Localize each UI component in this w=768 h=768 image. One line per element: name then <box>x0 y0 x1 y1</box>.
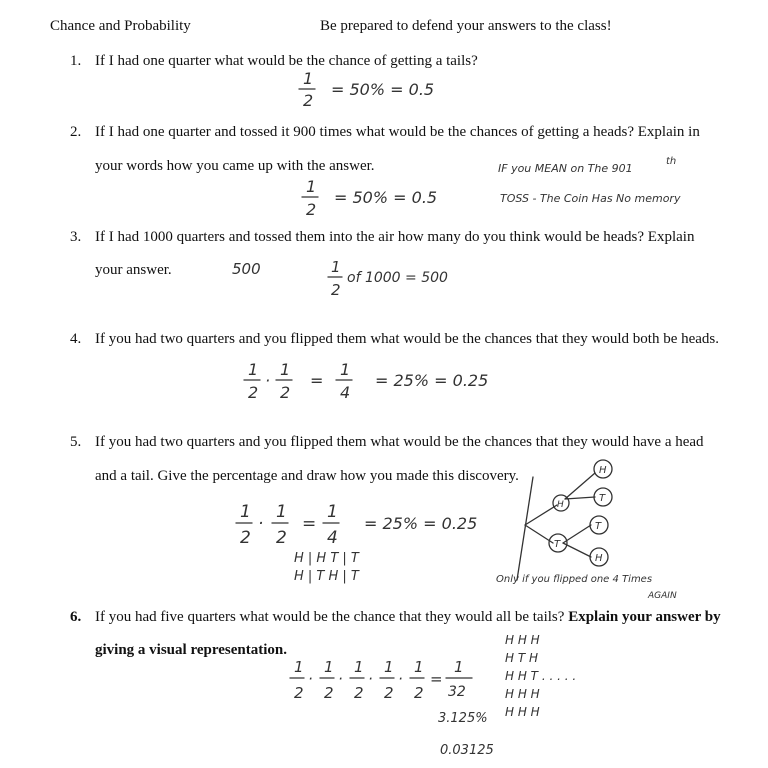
svg-text:H H H: H H H <box>505 705 540 719</box>
svg-text:H H H: H H H <box>505 687 540 701</box>
question-2-text-line-1: If I had one quarter and tossed it 900 times what would be the chances of getting a heads? Explain in <box>95 124 700 140</box>
svg-text:th: th <box>666 156 677 167</box>
question-3-text-line-2: your answer. <box>95 262 172 278</box>
svg-text:= 50% = 0.5: = 50% = 0.5 <box>334 188 438 207</box>
svg-text:H: H <box>599 465 607 476</box>
fraction-numerator: 1 <box>303 69 314 88</box>
svg-text:1: 1 <box>454 658 464 676</box>
svg-text:2: 2 <box>331 281 341 299</box>
svg-text:1: 1 <box>324 658 334 676</box>
question-2-text-line-2: your words how you came up with the answer. <box>95 158 375 174</box>
svg-text:1: 1 <box>276 502 287 522</box>
question-1-answer <box>295 70 495 115</box>
svg-text:·: · <box>338 670 343 688</box>
svg-text:1: 1 <box>240 502 251 522</box>
svg-text:2: 2 <box>354 684 364 702</box>
question-5-number: 5. <box>70 434 82 450</box>
worksheet-instruction: Be prepared to defend your answers to the class! <box>320 18 612 34</box>
svg-text:4: 4 <box>340 383 351 402</box>
svg-text:AGAIN: AGAIN <box>648 591 677 601</box>
svg-text:1: 1 <box>294 658 304 676</box>
svg-text:T: T <box>595 521 602 532</box>
question-5-answer <box>232 500 532 555</box>
svg-text:H: H <box>557 500 564 510</box>
svg-text:·: · <box>265 371 271 390</box>
svg-text:= 25% = 0.25: = 25% = 0.25 <box>375 371 489 390</box>
question-5-text-line-1: If you had two quarters and you flipped them what would be the chances that they would have a head <box>95 434 704 450</box>
svg-text:= 25% = 0.25: = 25% = 0.25 <box>364 514 478 533</box>
svg-text:of 1000 = 500: of 1000 = 500 <box>347 270 448 286</box>
question-5-text-line-2: and a tail. Give the percentage and draw how you made this discovery. <box>95 468 519 484</box>
svg-text:H | H T | T: H | H T | T <box>294 551 359 566</box>
question-6-text-plain: If you had five quarters what would be the chance that they would all be tails? <box>95 609 565 625</box>
svg-text:1: 1 <box>327 502 338 522</box>
svg-text:1: 1 <box>331 258 341 276</box>
svg-text:2: 2 <box>280 383 291 402</box>
svg-text:0.03125: 0.03125 <box>440 743 494 758</box>
svg-text:·: · <box>308 670 313 688</box>
svg-text:2: 2 <box>384 684 394 702</box>
worksheet-title: Chance and Probability <box>50 18 191 34</box>
svg-text:H: H <box>595 553 603 564</box>
fraction-denominator: 2 <box>303 91 314 110</box>
svg-text:H T H: H T H <box>505 651 539 665</box>
question-2-number: 2. <box>70 124 82 140</box>
svg-text:=: = <box>302 514 317 534</box>
question-1-text: If I had one quarter what would be the chance of getting a tails? <box>95 53 478 69</box>
svg-text:1: 1 <box>384 658 394 676</box>
question-6-text-bold: Explain your answer by <box>568 609 721 625</box>
question-1-number: 1. <box>70 53 82 69</box>
svg-text:=: = <box>310 371 324 390</box>
svg-text:1: 1 <box>280 360 291 379</box>
svg-text:TOSS - The Coin Has No memory: TOSS - The Coin Has No memory <box>500 192 681 205</box>
svg-text:2: 2 <box>276 528 287 548</box>
question-6-text-line-1 <box>95 609 721 626</box>
svg-text:2: 2 <box>248 383 259 402</box>
question-6-decimal <box>440 736 520 765</box>
question-5-outcomes <box>294 548 394 593</box>
svg-text:1: 1 <box>340 360 351 379</box>
question-6-outcomes <box>505 632 625 727</box>
svg-text:·: · <box>368 670 373 688</box>
svg-text:32: 32 <box>448 684 466 700</box>
svg-text:2: 2 <box>414 684 424 702</box>
svg-text:1: 1 <box>306 177 317 196</box>
svg-text:1: 1 <box>354 658 364 676</box>
svg-text:H | T H | T: H | T H | T <box>294 569 359 584</box>
svg-text:2: 2 <box>306 200 317 219</box>
question-3-guess <box>232 256 292 285</box>
question-6-text-line-2: giving a visual representation. <box>95 642 287 658</box>
svg-text:H H T . . . . .: H H T . . . . . <box>505 669 577 683</box>
answer-rest: = 50% = 0.5 <box>331 80 435 99</box>
svg-text:2: 2 <box>294 684 304 702</box>
question-4-answer <box>240 360 540 409</box>
svg-text:·: · <box>258 514 264 534</box>
svg-text:500: 500 <box>232 260 261 278</box>
question-4-number: 4. <box>70 331 82 347</box>
question-2-answer <box>298 178 498 225</box>
svg-text:1: 1 <box>248 360 259 379</box>
svg-text:4: 4 <box>327 528 338 548</box>
question-3-answer <box>325 258 525 305</box>
question-4-text: If you had two quarters and you flipped them what would be the chances that they would both be heads. <box>95 331 720 347</box>
svg-text:2: 2 <box>240 528 251 548</box>
svg-text:H H H: H H H <box>505 633 540 647</box>
question-3-text-line-1: If I had 1000 quarters and tossed them into the air how many do you think would be heads? Explain <box>95 229 695 245</box>
svg-text:IF you MEAN on The 901: IF you MEAN on The 901 <box>498 162 633 175</box>
svg-text:3.125%: 3.125% <box>438 711 488 726</box>
question-3-number: 3. <box>70 229 82 245</box>
question-6-number: 6. <box>70 609 82 625</box>
svg-text:T: T <box>554 539 561 550</box>
svg-text:·: · <box>398 670 403 688</box>
question-5-note <box>496 568 736 613</box>
question-6-answer <box>288 656 488 711</box>
svg-text:2: 2 <box>324 684 334 702</box>
svg-text:=: = <box>430 670 443 688</box>
svg-text:T: T <box>599 493 606 504</box>
svg-text:Only if you flipped one 4 Time: Only if you flipped one 4 Times <box>496 574 653 585</box>
svg-text:1: 1 <box>414 658 424 676</box>
question-2-note <box>498 152 738 217</box>
